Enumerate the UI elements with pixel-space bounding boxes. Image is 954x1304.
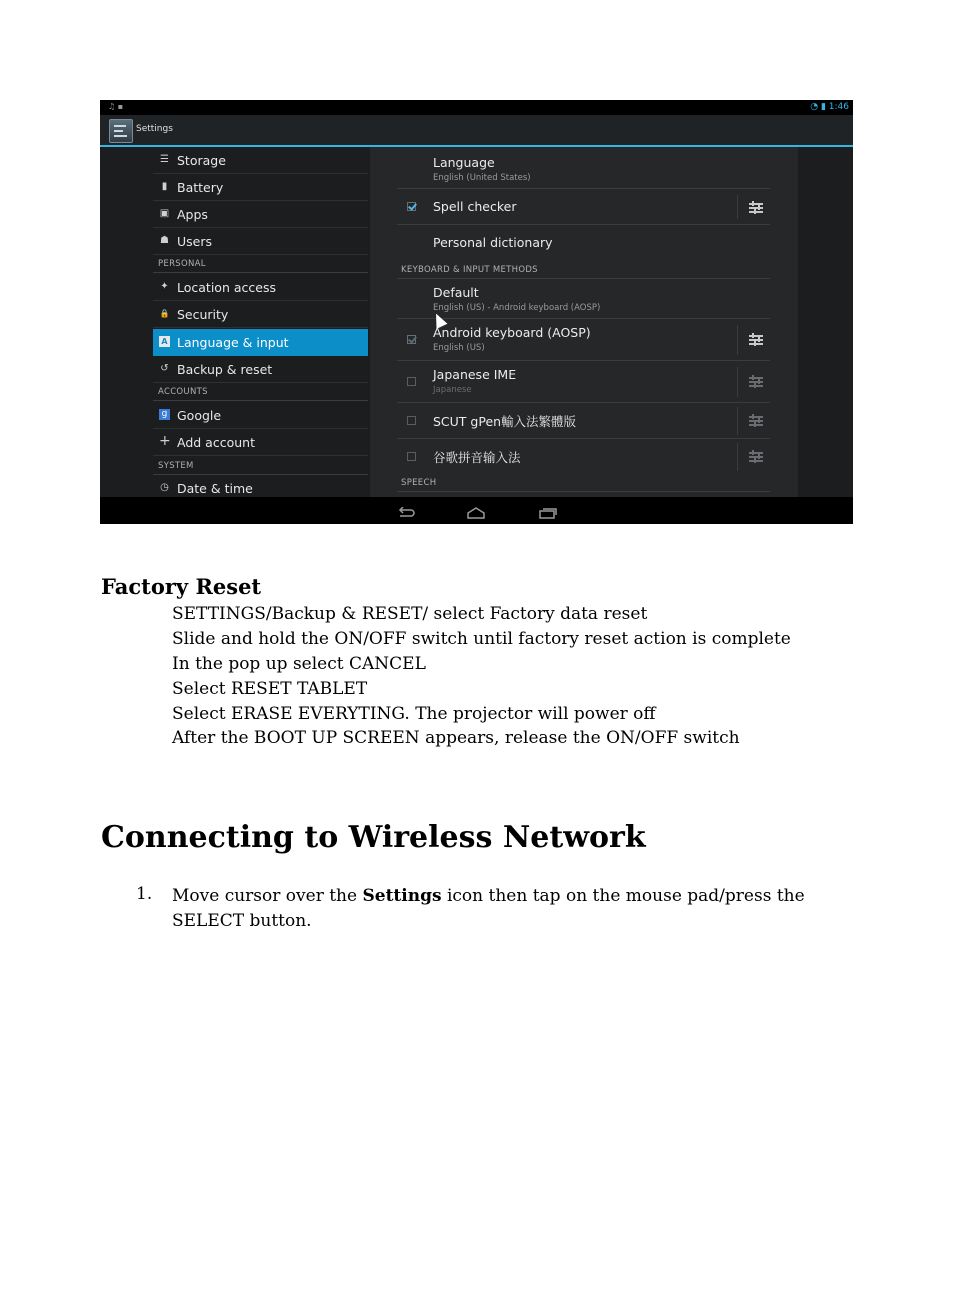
setting-language[interactable] <box>397 147 770 189</box>
settings-bold-text: Settings <box>362 886 442 906</box>
battery-icon: ▮ <box>161 181 168 192</box>
setting-subtitle: Japanese <box>433 385 472 395</box>
settings-sliders-icon[interactable] <box>749 201 763 214</box>
settings-sliders-icon[interactable] <box>749 450 763 463</box>
divider <box>737 407 738 435</box>
factory-reset-step: In the pop up select CANCEL <box>172 654 426 674</box>
home-icon[interactable] <box>466 504 486 523</box>
menu-item-storage[interactable] <box>153 147 368 174</box>
wireless-heading: Connecting to Wireless Network <box>101 820 646 855</box>
divider <box>153 272 368 273</box>
notification-icons: ♫ ▪ <box>108 102 124 111</box>
setting-personal-dictionary[interactable] <box>397 225 770 261</box>
spell-checker-checkbox[interactable] <box>407 202 416 211</box>
section-header-speech: SPEECH <box>401 478 437 488</box>
divider <box>153 400 368 401</box>
clock-icon: ◷ <box>160 482 169 493</box>
language-icon: A <box>159 336 170 347</box>
step-text: Move cursor over the <box>172 886 363 906</box>
menu-item-label: Storage <box>177 153 226 168</box>
divider <box>737 195 738 219</box>
back-icon[interactable] <box>398 504 416 523</box>
setting-subtitle: English (US) - Android keyboard (AOSP) <box>433 303 601 313</box>
storage-icon: ☰ <box>160 154 169 165</box>
settings-sliders-icon[interactable] <box>749 375 763 388</box>
setting-spell-checker[interactable] <box>397 189 770 225</box>
settings-menu <box>153 147 368 497</box>
app-title: Settings <box>136 124 173 134</box>
menu-item-apps[interactable] <box>153 201 368 228</box>
apps-icon: ▣ <box>159 208 170 219</box>
scut-gpen-checkbox[interactable] <box>407 416 416 425</box>
setting-google-pinyin[interactable] <box>397 439 770 475</box>
setting-title: SCUT gPen輸入法繁體版 <box>433 414 577 429</box>
navigation-bar <box>100 497 853 524</box>
lock-icon: 🔒 <box>159 309 170 318</box>
setting-subtitle: English (United States) <box>433 173 531 183</box>
menu-item-label: Language & input <box>177 335 289 350</box>
menu-item-label: Google <box>177 408 222 423</box>
menu-item-label: Apps <box>177 207 208 222</box>
factory-reset-step: Slide and hold the ON/OFF switch until factory reset action is complete <box>172 629 791 649</box>
action-bar <box>100 115 853 147</box>
users-icon: ☗ <box>160 235 169 246</box>
settings-screenshot <box>100 100 853 524</box>
recent-apps-icon[interactable] <box>538 504 558 523</box>
menu-item-security[interactable] <box>153 301 368 328</box>
settings-app-icon[interactable] <box>109 119 133 143</box>
menu-item-label: Location access <box>177 280 276 295</box>
menu-item-label: Users <box>177 234 213 249</box>
menu-item-users[interactable] <box>153 228 368 255</box>
setting-title: Default <box>433 285 479 300</box>
settings-sliders-icon[interactable] <box>749 333 763 346</box>
android-keyboard-checkbox[interactable] <box>407 335 416 344</box>
plus-icon: + <box>159 433 171 449</box>
factory-reset-step: Select ERASE EVERYTING. The projector will power off <box>172 704 656 724</box>
menu-item-add-account[interactable] <box>153 429 368 456</box>
japanese-ime-checkbox[interactable] <box>407 377 416 386</box>
setting-title: Android keyboard (AOSP) <box>433 325 591 340</box>
factory-reset-step: After the BOOT UP SCREEN appears, release the ON/OFF switch <box>172 728 740 748</box>
divider <box>397 491 770 492</box>
step-text: icon then tap on the mouse pad/press the SELECT button. <box>172 886 805 931</box>
setting-title: Spell checker <box>433 199 517 214</box>
setting-subtitle: English (US) <box>433 343 485 353</box>
factory-reset-step: Select RESET TABLET <box>172 679 368 699</box>
menu-item-label: Security <box>177 307 229 322</box>
menu-item-battery[interactable] <box>153 174 368 201</box>
setting-title: 谷歌拼音输入法 <box>433 450 521 465</box>
divider <box>737 325 738 355</box>
section-header-system: SYSTEM <box>158 461 194 471</box>
status-clock: ◔ ▮ 1:46 <box>810 102 849 112</box>
divider <box>737 443 738 471</box>
menu-item-backup-reset[interactable] <box>153 356 368 383</box>
settings-sliders-icon[interactable] <box>749 414 763 427</box>
section-header-personal: PERSONAL <box>158 259 206 269</box>
google-pinyin-checkbox[interactable] <box>407 452 416 461</box>
menu-item-google[interactable] <box>153 402 368 429</box>
location-icon: ✦ <box>160 281 169 292</box>
menu-item-label: Battery <box>177 180 224 195</box>
setting-title: Japanese IME <box>433 367 517 382</box>
wireless-step-1 <box>172 884 852 934</box>
setting-title: Personal dictionary <box>433 235 553 250</box>
factory-reset-step: SETTINGS/Backup & RESET/ select Factory data reset <box>172 604 648 624</box>
menu-item-label: Add account <box>177 435 255 450</box>
setting-japanese-ime[interactable] <box>397 361 770 403</box>
section-header-accounts: ACCOUNTS <box>158 387 208 397</box>
list-number: 1. <box>136 884 153 904</box>
divider <box>737 367 738 397</box>
setting-default-keyboard[interactable] <box>397 279 770 319</box>
menu-item-location[interactable] <box>153 274 368 301</box>
section-header-keyboard: KEYBOARD & INPUT METHODS <box>401 265 538 275</box>
menu-item-label: Date & time <box>177 481 253 496</box>
backup-icon: ↺ <box>160 363 169 374</box>
setting-title: Language <box>433 155 495 170</box>
settings-body <box>100 147 853 497</box>
menu-item-label: Backup & reset <box>177 362 273 377</box>
google-icon: g <box>159 409 170 420</box>
factory-reset-heading: Factory Reset <box>101 574 262 599</box>
setting-scut-gpen[interactable] <box>397 403 770 439</box>
status-bar <box>100 100 853 115</box>
menu-item-language-input[interactable] <box>153 329 368 356</box>
setting-android-keyboard[interactable] <box>397 319 770 361</box>
